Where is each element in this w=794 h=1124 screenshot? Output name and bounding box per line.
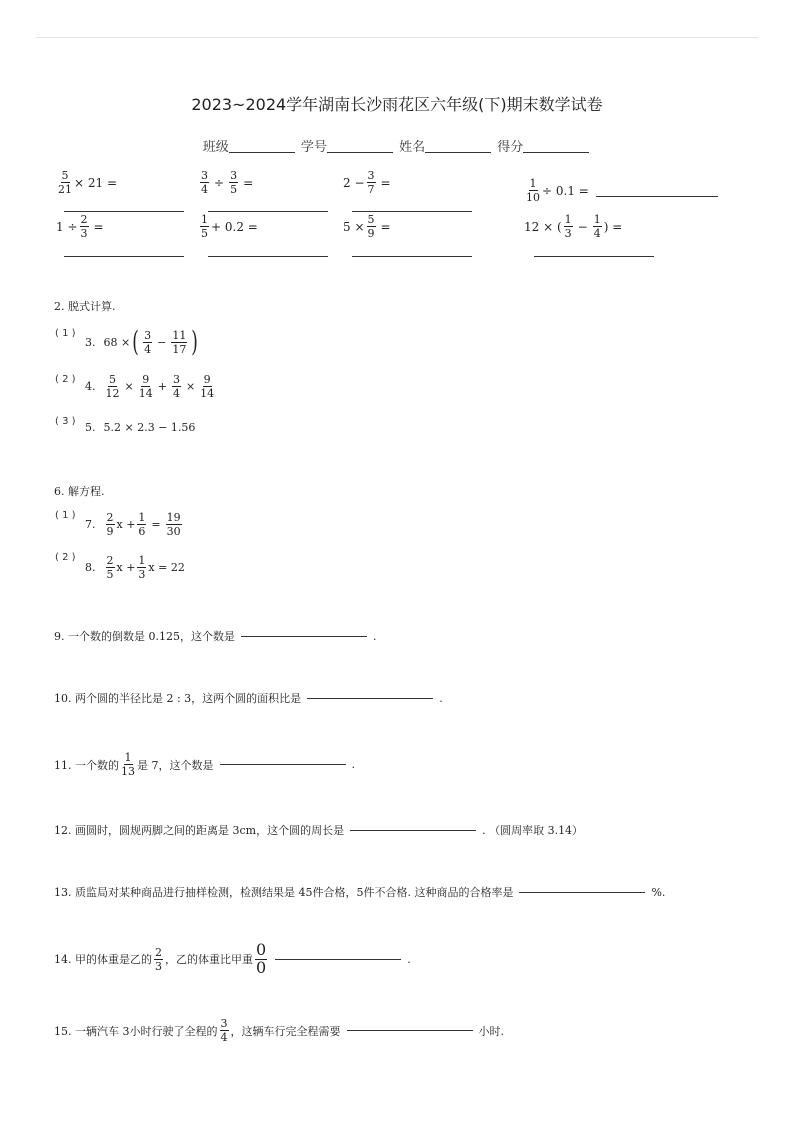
q6-stem: 6. 解方程. [54, 485, 105, 498]
fraction: $\frac{3}{7}$ [367, 169, 375, 196]
q1-answer-e[interactable] [64, 256, 184, 257]
q2-item-1: 3. 68 × ( $\frac{3}{4}$ − $\frac{11}{17}$ ) [85, 325, 199, 358]
fraction: $\frac{5}{12}$ [105, 373, 120, 400]
fraction: $\frac{2}{3}$ [155, 945, 162, 973]
fraction: $\frac{3}{4}$ [144, 328, 152, 356]
fraction: $\frac{3}{4}$ [172, 373, 180, 400]
student-info-row [0, 136, 794, 155]
q10: 10. 两个圆的半径比是 2 : 3，这两个圆的面积比是 . [54, 691, 443, 705]
q11-answer-blank[interactable] [220, 764, 346, 765]
q1-item-g: 5 × $\frac{5}{9}$ = [343, 213, 391, 240]
q14-answer-blank[interactable] [275, 959, 401, 960]
fraction: $\frac{5}{21}$ [58, 169, 72, 196]
q2-sub-1: ( 1 ) [55, 328, 76, 339]
fraction-placeholder: 0 0 [256, 940, 267, 977]
q6-sub-1: ( 1 ) [55, 510, 76, 521]
q1-answer-h[interactable] [534, 256, 654, 257]
q1-answer-a[interactable] [64, 211, 184, 212]
q14: 14. 甲的体重是乙的 $\frac{2}{3}$ ，乙的体重比甲重 0 0 . [54, 940, 411, 977]
name-label: 姓名 [399, 140, 426, 155]
q1-answer-f[interactable] [208, 256, 328, 257]
q2-sub-2: ( 2 ) [55, 374, 76, 385]
q2-item-3: 5. 5.2 × 2.3 − 1.56 [85, 421, 196, 434]
exam-title: 2023~2024学年湖南长沙雨花区六年级(下)期末数学试卷 [191, 95, 603, 114]
q15-answer-blank[interactable] [347, 1030, 473, 1031]
q1-item-h: 12 × ( $\frac{1}{3}$ − $\frac{1}{4}$ ) = [524, 213, 623, 240]
fraction: $\frac{1}{10}$ [526, 177, 540, 204]
q1-item-f: $\frac{1}{5}$ + 0.2 = [201, 213, 258, 240]
q13: 13. 质监局对某种商品进行抽样检测，检测结果是 45件合格，5件不合格. 这种商品的合格率是 %. [54, 885, 666, 899]
q1-item-d: $\frac{1}{10}$ ÷ 0.1 = [526, 177, 589, 204]
fraction: $\frac{5}{9}$ [367, 213, 375, 240]
name-blank[interactable] [425, 152, 491, 153]
q9-answer-blank[interactable] [241, 636, 367, 637]
q2-item-2: 4. $\frac{5}{12}$ × $\frac{9}{14}$ + $\frac{3}{4}$ × $\frac{9}{14}$ [85, 373, 215, 400]
fraction: $\frac{2}{3}$ [80, 213, 88, 240]
q1-answer-c[interactable] [352, 211, 472, 212]
fraction: $\frac{1}{13}$ [121, 751, 135, 778]
q1-answer-b[interactable] [208, 211, 328, 212]
q11: 11. 一个数的 $\frac{1}{13}$ 是 7，这个数是 . [54, 751, 355, 778]
fraction: $\frac{1}{4}$ [593, 213, 601, 240]
fraction: $\frac{3}{4}$ [201, 169, 208, 196]
fraction: $\frac{1}{3}$ [564, 213, 572, 240]
class-blank[interactable] [229, 152, 295, 153]
class-label: 班级 [202, 140, 229, 155]
fraction: $\frac{9}{14}$ [138, 373, 153, 400]
fraction: $\frac{1}{6}$ [138, 511, 146, 538]
score-blank[interactable] [523, 152, 589, 153]
q1-answer-g[interactable] [352, 256, 472, 257]
q1-item-e: 1 ÷ $\frac{2}{3}$ = [56, 213, 104, 240]
fraction: $\frac{3}{4}$ [220, 1017, 228, 1044]
q6-item-2: 8. $\frac{2}{5}$ x + $\frac{1}{3}$ x = 22 [85, 554, 185, 581]
q13-answer-blank[interactable] [519, 892, 645, 893]
top-divider [36, 37, 758, 38]
q1-item-b: $\frac{3}{4}$ ÷ $\frac{3}{5}$ = [201, 169, 254, 196]
q12: 12. 画圆时，圆规两脚之间的距离是 3cm，这个圆的周长是 . （圆周率取 3.14） [54, 824, 584, 837]
fraction: $\frac{19}{30}$ [166, 511, 181, 538]
fraction: $\frac{9}{14}$ [200, 373, 215, 400]
fraction: $\frac{1}{3}$ [138, 554, 146, 581]
fraction: $\frac{2}{9}$ [106, 511, 114, 538]
q15: 15. 一辆汽车 3小时行驶了全程的 $\frac{3}{4}$ ，这辆车行完全程需要 小时. [54, 1017, 504, 1044]
score-label: 得分 [497, 140, 524, 155]
student-id-label: 学号 [300, 140, 327, 155]
q9: 9. 一个数的倒数是 0.125，这个数是 . [54, 629, 377, 643]
q1-answer-d[interactable] [596, 196, 718, 197]
fraction: $\frac{2}{5}$ [106, 554, 114, 581]
q12-answer-blank[interactable] [350, 830, 476, 831]
q1-item-a: $\frac{5}{21}$ × 21 = [58, 169, 118, 196]
fraction: $\frac{3}{5}$ [230, 169, 238, 196]
fraction: $\frac{11}{17}$ [172, 328, 187, 356]
q2-stem: 2. 脱式计算. [54, 300, 116, 313]
q10-answer-blank[interactable] [307, 698, 433, 699]
q2-sub-3: ( 3 ) [55, 416, 76, 427]
q6-sub-2: ( 2 ) [55, 552, 76, 563]
q1-item-c: 2 − $\frac{3}{7}$ = [343, 169, 391, 196]
student-id-blank[interactable] [327, 152, 393, 153]
q6-item-1: 7. $\frac{2}{9}$ x + $\frac{1}{6}$ = $\frac{19}{30}$ [85, 511, 181, 538]
fraction: $\frac{1}{5}$ [201, 213, 208, 240]
